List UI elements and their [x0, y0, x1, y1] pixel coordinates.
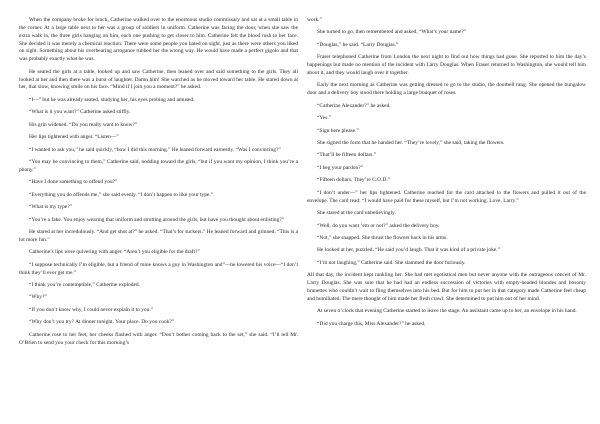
paragraph: work.” — [307, 17, 322, 23]
paragraph: “What is it you want?” Catherine asked stiffly. — [29, 109, 131, 116]
paragraph: Catherine’s lips were quivering with anger. “Aren’t you eligible for the draft?” — [29, 249, 200, 256]
paragraph: Catherine rose to her feet, her cheeks flashed with anger. “Don’t bother coming back to the set,” she said. “I’ll tell Mr. O’Brien to send you your check for this morning’s — [19, 331, 298, 346]
paragraph: Her lips tightened with anger. “Listen—” — [29, 134, 119, 141]
text-column-right — [307, 17, 586, 424]
paragraph: “I think you’re contemptible,” Catherine exploded. — [29, 282, 140, 288]
paragraph: “Everything you do offends me,” she said evenly. “I don’t happen to like your type.” — [29, 191, 214, 198]
paragraph: “You’re a fake. You enjoy wearing that uniform and strutting around the girls, but have you thought about enlisting?” — [29, 216, 285, 223]
paragraph: “Did you charge this, Miss Alexander?” he asked. — [317, 320, 426, 327]
paragraph: She signed the form that he handed her. “They’re lovely,” she said, taking the flowers. — [317, 140, 505, 147]
paragraph: All that day, the incident kept rankling her. She had met egotistical men but never anyone with the outrageous conceit of Mr. Larry Douglas. She was sure that he had had an endless succession of victories with empty-headed blondes and bosomy brunettes who couldn’t wait to fling themselves into his bed. But for him to put her in that category made Catherine feel cheap and humiliated. The mere thought of him made her flesh crawl. She determined to put him out of her mind. — [307, 272, 586, 302]
paragraph: “You may be convincing to them,” Catherine said, nodding toward the girls, “but if you want my opinion, I think you’re a phony.” — [19, 158, 298, 173]
paragraph: “Catherine Alexander?” he asked. — [317, 102, 391, 109]
paragraph: “I beg your pardon?” — [317, 164, 364, 171]
paragraph: “Fifteen dollars. They’re C.O.D.” — [317, 177, 391, 184]
paragraph: When the company broke for lunch, Catherine walked over to the enormous studio commissary and sat at a small table in the corner. At a large table next to her was a group of soldiers in uniform. Catherine was facing the door, when she saw the extra walk in, the three girls hanging on him, each one pushing to get closer to him. Catherine felt the blood rush to her face. She decided it was merely a chemical reaction. There were some people you hated on sight, just as there were others you liked on sight. Something about his overbearing arrogance rubbed her the wrong way. He would have made a perfect gigolo and that was probably exactly what he was. — [19, 17, 298, 63]
paragraph: “What is my type?” — [29, 204, 73, 211]
paragraph: “Well, do you want ’em or not?” asked the delivery boy. — [317, 222, 440, 229]
paragraph: “Yes.” — [317, 115, 332, 122]
paragraph: “Why don’t you try? At dinner tonight. Your place. Do you cook?” — [29, 319, 175, 326]
paragraph: “Why?” — [29, 294, 47, 301]
text-column-left — [19, 17, 298, 424]
paragraph: “Douglas,” he said. “Larry Douglas.” — [317, 41, 399, 48]
paragraph: He stared at her incredulously. “And get shot at?” he asked. “That’s for suckers.” He leaned forward and grinned. “This is a lot more fun.” — [19, 229, 298, 243]
paragraph: His grin widened. “Do you really want to know?” — [29, 121, 138, 128]
paragraph: “I don’t under—” her lips tightened. Catherine reached for the card attached to the flowers and pulled it out of the envelope. The card read: “I would have paid for these myself, but I’m not working. Love, Larry.” — [307, 189, 586, 204]
paragraph: She stared at the card unbelievingly. — [317, 210, 396, 217]
paragraph: Early the next morning as Catherine was getting dressed to go to the studio, the doorbell rang. She opened the bungalow door and a delivery boy stood there holding a large bouquet of roses. — [307, 82, 586, 97]
paragraph: “I wanted to ask you,” he said quickly, “how I did this morning.” He leaned forward earnestly. “Was I convincing?” — [29, 146, 281, 153]
paragraph: He seated the girls at a table, looked up and saw Catherine, then leaned over and said something to the girls. They all looked at her and then there was a burst of laughter. Damn him! She watched as he moved toward her table. He stared down at her, that slow, knowing smile on his face. “Mind if I join you a moment?” he asked. — [19, 68, 298, 91]
paragraph: “Have I done something to offend you?” — [29, 179, 118, 186]
paragraph: “Not,” she snapped. She thrust the flowers back in his arms. — [317, 234, 448, 241]
paragraph: “I’m not laughing,” Catherine said. She slammed the door furiously. — [317, 259, 466, 266]
paragraph: “That’ll be fifteen dollars.” — [317, 152, 377, 159]
paragraph: “I suppose technically I’m eligible, but a friend of mine knows a guy in Washington and”—he lowered his voice—“I don’t think they’ll ever get me.” — [19, 261, 298, 276]
paragraph: Fraser telephoned Catherine from London the next night to find out how things had gone. She reported to him the day’s happenings but made no mention of the incident with Larry Douglas. When Fraser returned to Washington, she would tell him about it, and they would laugh over it together. — [307, 54, 586, 76]
paragraph: “If you don’t know why, I could never explain it to you.” — [29, 306, 154, 313]
paragraph: At seven o’clock that evening Catherine started to leave the stage. An assistant came up to her, an envelope in his hand. — [317, 308, 577, 315]
paragraph: “Sign here please.” — [317, 127, 359, 134]
paragraph: “I—” but he was already seated, studying her, his eyes probing and amused. — [29, 96, 195, 103]
paragraph: She turned to go, then remembered and asked, “What’s your name?” — [317, 29, 467, 36]
paragraph: He looked at her, puzzled. “He said you’d laugh. That it was kind of a private joke.” — [317, 247, 500, 254]
